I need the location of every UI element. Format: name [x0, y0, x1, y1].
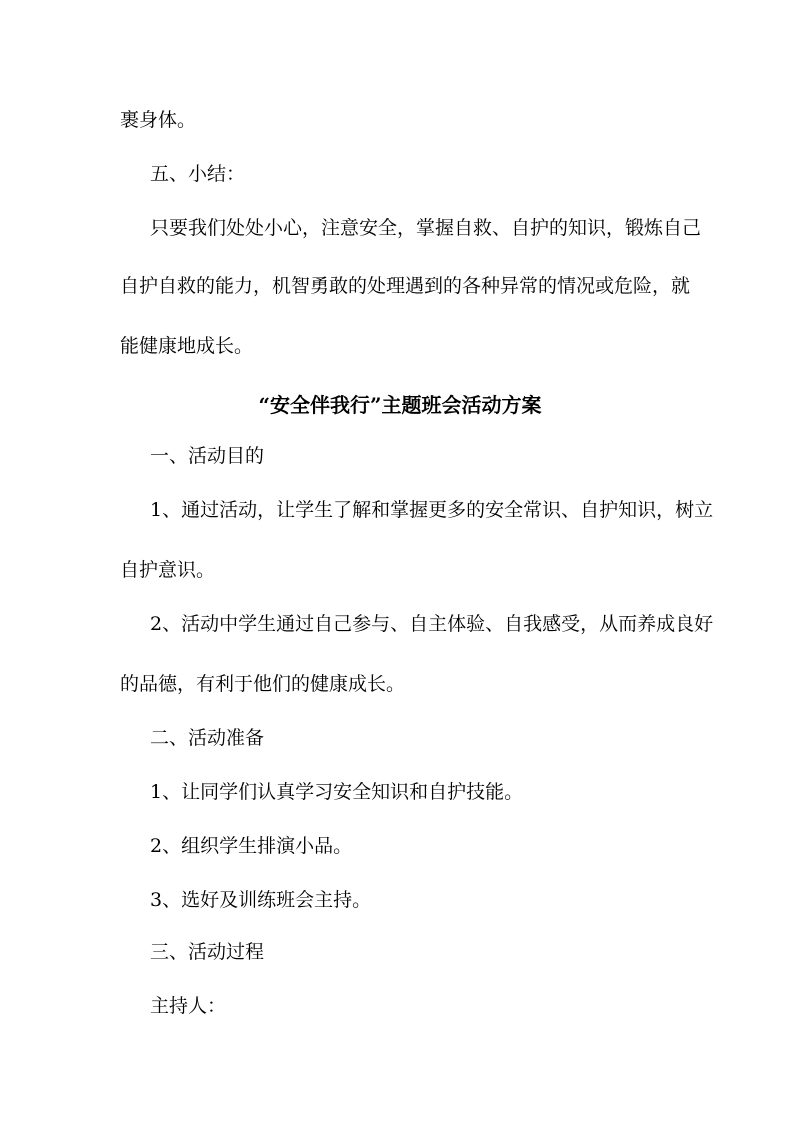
paragraph-line: 的品德，有利于他们的健康成长。 [120, 673, 406, 695]
list-item: 1、让同学们认真学习安全知识和自护技能。 [150, 781, 524, 803]
section-heading: 三、活动过程 [150, 941, 265, 963]
paragraph-line: 2、活动中学生通过自己参与、自主体验、自我感受，从而养成良好 [150, 613, 714, 635]
list-item: 2、组织学生排演小品。 [150, 835, 353, 857]
paragraph-line: 裹身体。 [120, 109, 197, 131]
paragraph-line: 能健康地成长。 [120, 335, 254, 357]
paragraph-line: 自护自救的能力，机智勇敢的处理遇到的各种异常的情况或危险，就 [120, 275, 691, 297]
section-heading: 一、活动目的 [150, 445, 265, 467]
document-title: “安全伴我行”主题班会活动方案 [258, 393, 542, 417]
paragraph-line: 1、通过活动，让学生了解和掌握更多的安全常识、自护知识，树立 [150, 499, 714, 521]
section-heading: 二、活动准备 [150, 727, 265, 749]
paragraph-line: 只要我们处处小心，注意安全，掌握自救、自护的知识，锻炼自己 [150, 217, 702, 239]
paragraph-line: 主持人： [150, 995, 227, 1017]
section-heading: 五、小结： [150, 163, 246, 185]
paragraph-line: 自护意识。 [120, 559, 216, 581]
list-item: 3、选好及训练班会主持。 [150, 889, 372, 911]
